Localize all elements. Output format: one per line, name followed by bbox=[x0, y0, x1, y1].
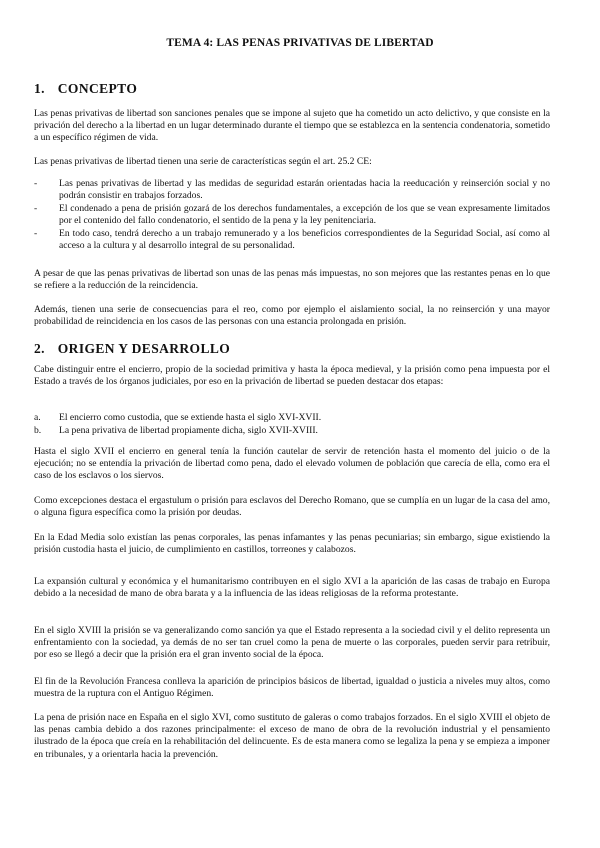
characteristics-list bbox=[34, 178, 550, 253]
paragraph: Las penas privativas de libertad tienen una serie de características según el art. 25.2 CE: bbox=[34, 156, 372, 167]
stages-list bbox=[34, 412, 550, 437]
section-number: 2. bbox=[34, 341, 45, 356]
section-heading-origen bbox=[34, 341, 230, 357]
paragraph: El fin de la Revolución Francesa conlleva la aparición de principios básicos de libertad, igualdad o justicia a niveles muy altos, como muestra de la ruptura con el Antiguo Régimen. bbox=[34, 676, 550, 700]
list-item: - Las penas privativas de libertad y las medidas de seguridad estarán orientadas hacia la reeducación y reinserción social y no podrán consistir en trabajos forzados. bbox=[34, 178, 550, 202]
section-heading-concepto bbox=[34, 81, 137, 97]
paragraph: En la Edad Media solo existían las penas corporales, las penas infamantes y las penas pecuniarias; sin embargo, sigue existiendo la prisión custodia hasta el juicio, de cumplimiento en castillos, torreones y calabozos. bbox=[34, 532, 550, 556]
section-title: CONCEPTO bbox=[57, 81, 138, 96]
paragraph: Las penas privativas de libertad son sanciones penales que se impone al sujeto que ha cometido un acto delictivo, y que consiste en la privación del derecho a la libertad en un lugar determinado durante el tiempo que se establezca en la sentencia condenatoria, sometido a un específico régimen de vida. bbox=[34, 108, 550, 144]
paragraph: Cabe distinguir entre el encierro, propio de la sociedad primitiva y hasta la época medieval, y la prisión como pena impuesta por el Estado a través de los órganos judiciales, por eso en la privación de libertad se pueden destacar dos etapas: bbox=[34, 364, 550, 388]
paragraph: La expansión cultural y económica y el humanitarismo contribuyen en el siglo XVI a la aparición de las casas de trabajo en Europa debido a la necesidad de mano de obra barata y a la influencia de las ideas religiosas de la reforma protestante. bbox=[34, 576, 550, 600]
list-item: b. La pena privativa de libertad propiamente dicha, siglo XVII-XVIII. bbox=[34, 424, 318, 436]
document-title: TEMA 4: LAS PENAS PRIVATIVAS DE LIBERTAD bbox=[166, 37, 434, 49]
section-title: ORIGEN Y DESARROLLO bbox=[57, 341, 231, 356]
paragraph: La pena de prisión nace en España en el siglo XVI, como sustituto de galeras o como trabajos forzados. En el siglo XVIII el objeto de las penas cambia debido a dos razones principalmente: el exceso de mano de obra de la revolución industrial y el pensamiento ilustrado de la época que creía en la rehabilitación del delincuente. Es de esta manera como se legaliza la pena y se empieza a imponer en tribunales, y a orientarla hacia la prevención. bbox=[34, 712, 550, 760]
list-item: a. El encierro como custodia, que se extiende hasta el siglo XVI-XVII. bbox=[34, 412, 322, 423]
list-item: - En todo caso, tendrá derecho a un trabajo remunerado y a los beneficios correspondientes de la Seguridad Social, así como al acceso a la cultura y al desarrollo integral de su personalidad. bbox=[34, 227, 550, 252]
paragraph: En el siglo XVIII la prisión se va generalizando como sanción ya que el Estado representa a la sociedad civil y el delito representa un enfrentamiento con la sociedad, ya demás de no ser tan cruel como la pena de muerte o las corporales, pueden servir para retribuir, por eso se llegó a decir que la prisión era el gran invento social de la época. bbox=[34, 625, 550, 661]
paragraph: Además, tienen una serie de consecuencias para el reo, como por ejemplo el aislamiento social, la no reinserción y una mayor probabilidad de reincidencia en los casos de las personas con una estancia prolongada en prisión. bbox=[34, 304, 550, 328]
paragraph: Hasta el siglo XVII el encierro en general tenía la función cautelar de servir de retención hasta el momento del juicio o de la ejecución; no se entendía la privación de libertad como pena, dado el elevado volumen de población que carecía de ella, como era el caso de los esclavos o los siervos. bbox=[34, 446, 550, 482]
section-number: 1. bbox=[34, 81, 45, 96]
list-item: - El condenado a pena de prisión gozará de los derechos fundamentales, a excepción de los que se vean expresamente limitados por el contenido del fallo condenatorio, el sentido de la pena y la ley penitenciaria. bbox=[34, 202, 550, 227]
paragraph: Como excepciones destaca el ergastulum o prisión para esclavos del Derecho Romano, que se cumplía en un lugar de la casa del amo, o alguna figura específica como la prisión por deudas. bbox=[34, 495, 550, 519]
paragraph: A pesar de que las penas privativas de libertad son unas de las penas más impuestas, no son mejores que las restantes penas en lo que se refiere a la reducción de la reincidencia. bbox=[34, 268, 550, 292]
